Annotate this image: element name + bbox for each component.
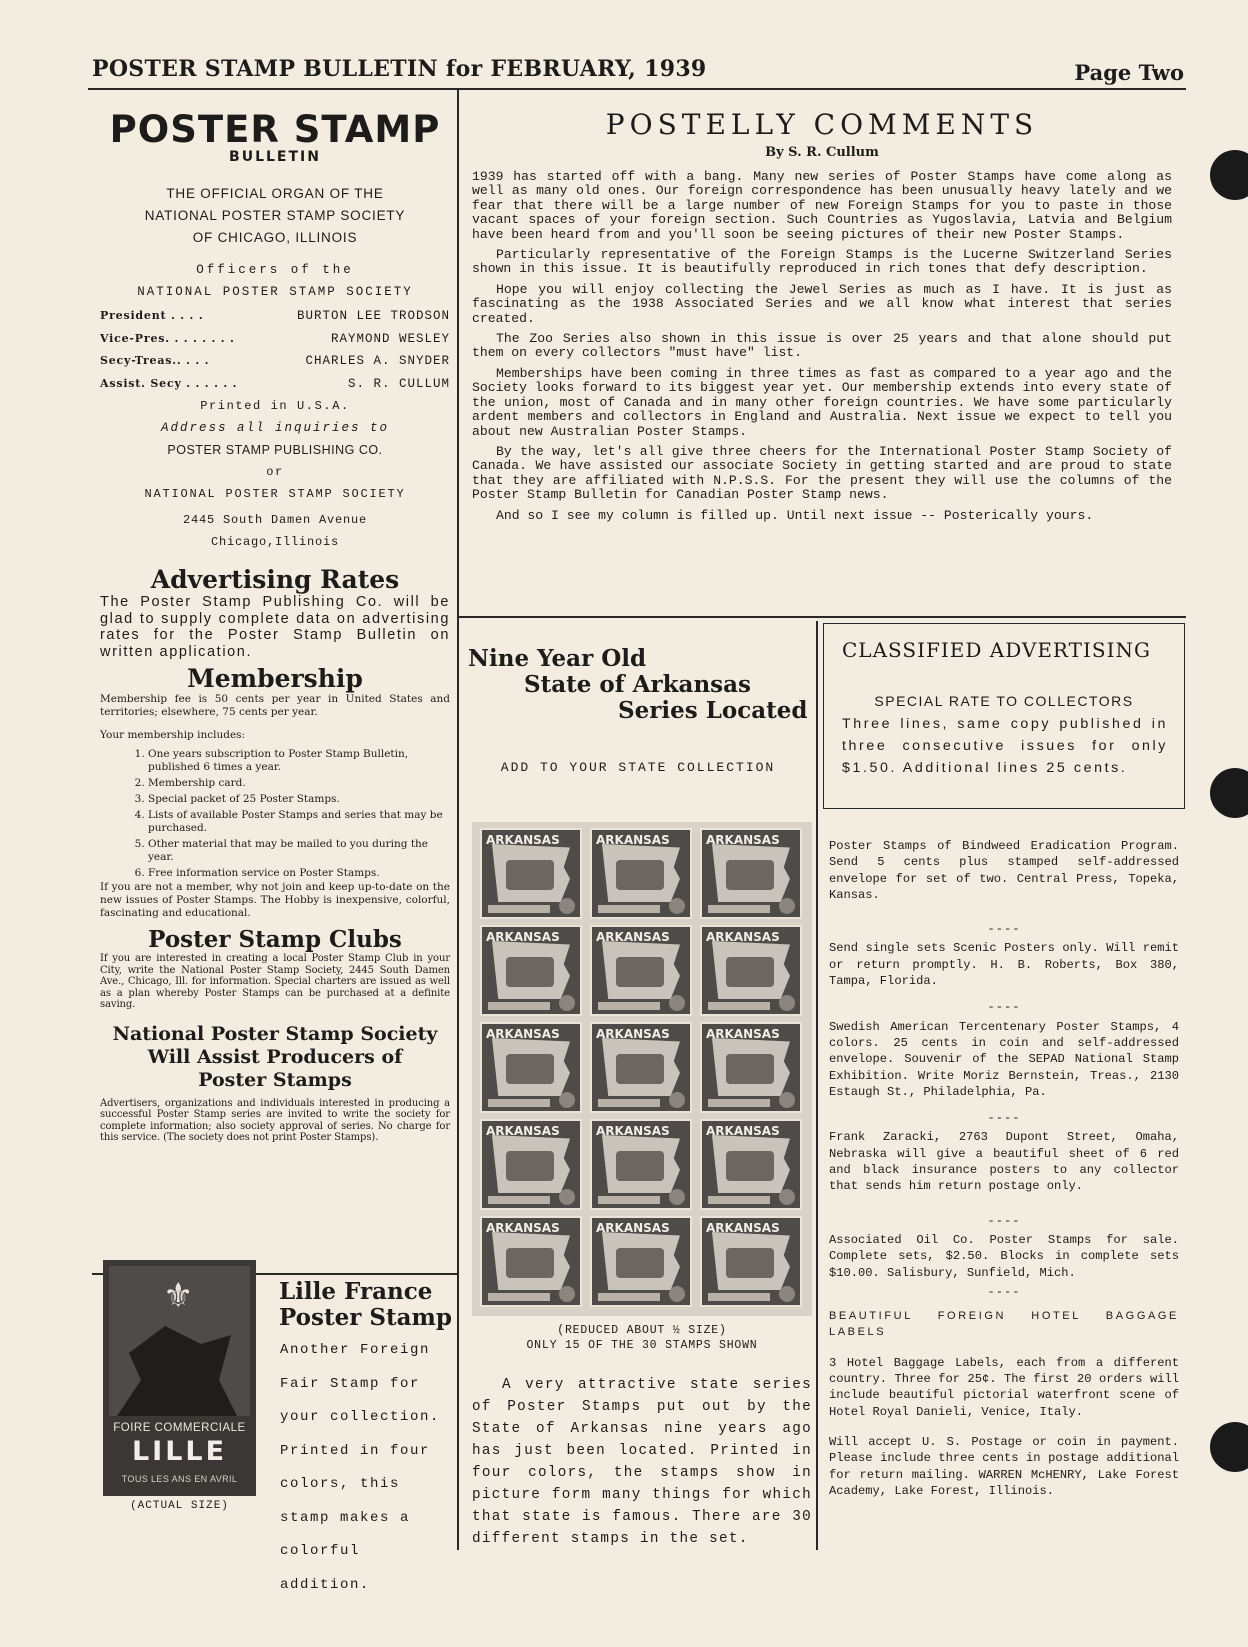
stamp-scene xyxy=(726,1248,774,1278)
stamp-label: ARKANSAS xyxy=(486,833,560,847)
binder-hole-middle xyxy=(1210,768,1248,818)
stamp-label: ARKANSAS xyxy=(706,833,780,847)
paragraph: Memberships have been coming in three times as fast as compared to a year ago and the Society looks forward to its biggest year yet. Our membership extends into every state of the union, most of Canada and in many other foreign countries. We have some particularly ardent members and collectors in England and Australia. Next issue we expect to tell you about new Australian Poster Stamps. xyxy=(472,365,1172,439)
officer-name: RAYMOND WESLEY xyxy=(330,331,450,346)
stamp-dates-text: TOUS LES ANS EN AVRIL xyxy=(121,1474,238,1484)
lille-poster-stamp-image xyxy=(103,1260,256,1496)
stamp-seal xyxy=(669,898,685,914)
advertising-rates-heading: Advertising Rates xyxy=(150,565,400,594)
stamp-banner xyxy=(598,1196,660,1204)
advertising-rates-text: The Poster Stamp Publishing Co. will be glad to supply complete data on advertising rates for the Poster Stamp Bulletin on written application. xyxy=(100,594,450,660)
stamp-seal xyxy=(779,898,795,914)
arkansas-stamp xyxy=(480,1022,582,1113)
officer-row xyxy=(100,305,450,328)
paragraph: Particularly representative of the Foreign Stamps is the Lucerne Switzerland Series shown in this issue. It is beautifully reproduced in rich tones that defy description. xyxy=(472,247,1172,277)
column-divider-right xyxy=(816,621,818,1550)
stamp-fair-text: FOIRE COMMERCIALE xyxy=(113,1422,246,1434)
list-item: 1. One years subscription to Poster Stamp Bulletin, published 6 times a year. xyxy=(148,748,450,774)
poster-stamp-clubs-text: If you are interested in creating a local Poster Stamp Club in your City, write the National Poster Stamp Society, 2445 South Damen Ave., Chicago, Ill. for information. Special charters are issued as well as a plan whereby Poster Stamps can be purchased at a definite saving. xyxy=(100,953,450,1010)
arkansas-stamp xyxy=(700,1216,802,1307)
membership-includes: Your membership includes: xyxy=(100,729,246,741)
stamp-seal xyxy=(669,995,685,1011)
hotel-labels-heading: BEAUTIFUL FOREIGN HOTEL BAGGAGE LABELS xyxy=(829,1310,1179,1339)
officers-list xyxy=(100,305,450,395)
membership-fee: Membership fee is 50 cents per year in United States and territories; elsewhere, 75 cents per year. xyxy=(100,693,450,718)
ad-separator: ---- xyxy=(987,1284,1021,1299)
city-address: Chicago,Illinois xyxy=(210,535,340,549)
officer-name: BURTON LEE TRODSON xyxy=(296,309,450,323)
stamp-label: ARKANSAS xyxy=(486,1221,560,1235)
arkansas-stamp xyxy=(480,828,582,919)
classified-ad: Poster Stamps of Bindweed Eradication Program. Send 5 cents plus stamped self-addressed envelope for set of two. Central Press, Topeka, Kansas. xyxy=(829,839,1179,902)
stamp-banner xyxy=(488,905,550,913)
arkansas-stamp xyxy=(700,925,802,1016)
special-rate-heading: SPECIAL RATE TO COLLECTORS xyxy=(874,693,1134,709)
arkansas-stamp xyxy=(480,1119,582,1210)
stamp-scene xyxy=(726,1054,774,1084)
officer-role: Vice-Pres. . . . . . . . xyxy=(100,331,235,345)
officer-row xyxy=(100,373,450,396)
officers-society: NATIONAL POSTER STAMP SOCIETY xyxy=(137,285,413,299)
stamp-label: ARKANSAS xyxy=(596,1124,670,1138)
stamp-city-text: LILLE xyxy=(131,1436,228,1467)
stamp-label: ARKANSAS xyxy=(486,1124,560,1138)
ad-separator: ---- xyxy=(987,922,1021,937)
official-line: THE OFFICIAL ORGAN OF THE xyxy=(166,186,384,201)
officer-role: President . . . . xyxy=(100,309,204,322)
stamp-banner xyxy=(488,1002,550,1010)
stamp-seal xyxy=(559,898,575,914)
classified-ad: Send single sets Scenic Posters only. Will remit or return promptly. H. B. Roberts, Box 380, Tampa, Florida. xyxy=(829,941,1179,989)
paragraph: And so I see my column is filled up. Until next issue -- Posterically yours. xyxy=(496,507,1094,523)
stamp-seal xyxy=(779,995,795,1011)
membership-closing: If you are not a member, why not join and keep up-to-date on the new issues of Poster Stamps. The Hobby is inexpensive, colorful, fascinating and educational. xyxy=(100,881,450,919)
lille-caption: (ACTUAL SIZE) xyxy=(130,1500,229,1512)
masthead-title: POSTER STAMP xyxy=(109,108,441,151)
heading-line: National Poster Stamp Society xyxy=(112,1022,438,1045)
fleur-de-lis-icon: ⚜ xyxy=(163,1276,194,1316)
stamp-banner xyxy=(708,1196,770,1204)
or-text: or xyxy=(266,465,284,479)
stamp-scene xyxy=(506,957,554,987)
stamp-seal xyxy=(669,1189,685,1205)
officer-row xyxy=(100,350,450,373)
stamp-label: ARKANSAS xyxy=(486,1027,560,1041)
stamp-scene xyxy=(726,1151,774,1181)
stamp-banner xyxy=(488,1293,550,1301)
stamp-label: ARKANSAS xyxy=(596,1221,670,1235)
heading-line: Poster Stamps xyxy=(198,1068,352,1091)
stamp-scene xyxy=(616,1151,664,1181)
stamp-banner xyxy=(598,1002,660,1010)
stamp-banner xyxy=(708,1002,770,1010)
official-line: NATIONAL POSTER STAMP SOCIETY xyxy=(144,208,406,223)
stamp-label: ARKANSAS xyxy=(706,1027,780,1041)
membership-heading: Membership xyxy=(187,664,363,693)
stamp-scene xyxy=(616,957,664,987)
stamp-scene xyxy=(616,1248,664,1278)
officer-row xyxy=(100,328,450,351)
stamp-label: ARKANSAS xyxy=(596,930,670,944)
officers-heading: Officers of the xyxy=(196,263,354,277)
arkansas-caption xyxy=(472,1324,812,1353)
list-item: 5. Other material that may be mailed to you during the year. xyxy=(148,838,450,864)
article-body xyxy=(472,170,1172,523)
header-rule xyxy=(88,88,1186,90)
society-name: NATIONAL POSTER STAMP SOCIETY xyxy=(144,487,406,501)
headline-line: Series Located xyxy=(618,697,808,724)
stamp-scene xyxy=(616,860,664,890)
postelly-bottom-rule xyxy=(459,616,1186,618)
ad-separator: ---- xyxy=(987,1000,1021,1015)
list-item: 6. Free information service on Poster Stamps. xyxy=(148,867,450,880)
article-byline: By S. R. Cullum xyxy=(765,145,879,160)
classified-ad: Associated Oil Co. Poster Stamps for sale. Complete sets, $2.50. Blocks in complete sets $10.00. Salisbury, Sunfield, Mich. xyxy=(829,1232,1179,1280)
classified-ad: Swedish American Tercentenary Poster Stamps, 4 colors. 25 cents in coin and self-addressed envelope. Souvenir of the SEPAD National Stamp Exhibition. Write Moriz Bernstein, Treas., 2130 Estaugh St., Philadelphia, Pa. xyxy=(829,1019,1179,1099)
officer-name: S. R. CULLUM xyxy=(347,376,450,391)
headline-line: Poster Stamp xyxy=(279,1304,452,1331)
headline-line: Nine Year Old xyxy=(468,645,647,672)
stamp-seal xyxy=(779,1092,795,1108)
arkansas-stamp xyxy=(590,1216,692,1307)
official-line: OF CHICAGO, ILLINOIS xyxy=(192,230,358,245)
stamp-banner xyxy=(488,1196,550,1204)
stamp-seal xyxy=(779,1286,795,1302)
page-number: Page Two xyxy=(1074,60,1184,85)
stamp-label: ARKANSAS xyxy=(596,1027,670,1041)
list-item: 4. Lists of available Poster Stamps and series that may be purchased. xyxy=(148,809,450,835)
classified-rate-box xyxy=(823,623,1185,809)
printed-in-usa: Printed in U.S.A. xyxy=(200,399,350,413)
masthead-column xyxy=(100,108,450,1144)
arkansas-stamp xyxy=(700,1022,802,1113)
stamp-scene xyxy=(726,860,774,890)
caption-line: (REDUCED ABOUT ½ SIZE) xyxy=(557,1324,727,1337)
arkansas-stamp xyxy=(590,828,692,919)
classified-ads-list xyxy=(829,838,1179,1499)
ad-separator: ---- xyxy=(987,1213,1021,1228)
classified-ad: Will accept U. S. Postage or coin in payment. Please include three cents in postage additional for return mailing. WARREN McHENRY, Lake Forest Academy, Lake Forest, Illinois. xyxy=(829,1434,1179,1498)
stamp-seal xyxy=(779,1189,795,1205)
postelly-comments-article xyxy=(472,108,1172,529)
binder-hole-bottom xyxy=(1210,1422,1248,1472)
official-organ-text xyxy=(100,183,450,249)
paragraph: By the way, let's all give three cheers for the International Poster Stamp Society of Canada. We have assisted our associate Society in getting started and are proud to state that they are affiliated with N.P.S.S. For the present they will use the columns of the Poster Stamp Bulletin for Canadian Poster Stamp news. xyxy=(472,443,1172,503)
lille-headline xyxy=(279,1279,459,1331)
paragraph: The Zoo Series also shown in this issue is over 25 years and that alone should put them on every collectors "must have" list. xyxy=(472,331,1172,361)
stamp-label: ARKANSAS xyxy=(706,1124,780,1138)
stamp-scene xyxy=(726,957,774,987)
publisher-name: POSTER STAMP PUBLISHING CO. xyxy=(167,443,383,457)
stamp-scene xyxy=(506,1054,554,1084)
list-item: 3. Special packet of 25 Poster Stamps. xyxy=(148,793,450,806)
classified-ad: 3 Hotel Baggage Labels, each from a different country. Three for 25¢. The first 20 orders will include beautiful pictorial waterfront scene of Hotel Royal Danieli, Venice, Italy. xyxy=(829,1355,1179,1419)
stamp-seal xyxy=(559,995,575,1011)
stamp-seal xyxy=(559,1092,575,1108)
arkansas-subheading: ADD TO YOUR STATE COLLECTION xyxy=(500,760,776,775)
list-item: 2. Membership card. xyxy=(148,777,450,790)
stamp-banner xyxy=(598,1099,660,1107)
special-rate-text: Three lines, same copy published in three consecutive issues for only $1.50. Additional lines 25 cents. xyxy=(842,716,1168,776)
caption-line: ONLY 15 OF THE 30 STAMPS SHOWN xyxy=(526,1338,758,1352)
classified-ad: Frank Zaracki, 2763 Dupont Street, Omaha, Nebraska will give a beautiful sheet of 6 red and black insurance posters to any collector that sends him return postage only. xyxy=(829,1130,1179,1194)
stamp-scene xyxy=(506,1248,554,1278)
stamp-label: ARKANSAS xyxy=(486,930,560,944)
stamp-seal xyxy=(559,1189,575,1205)
membership-benefits-list xyxy=(100,748,450,880)
arkansas-stamp xyxy=(590,1119,692,1210)
lille-article-text: Another Foreign Fair Stamp for your collection. Printed in four colors, this stamp makes a colorful addition. xyxy=(280,1342,441,1593)
binder-hole-top xyxy=(1210,150,1248,200)
officer-role: Assist. Secy . . . . . . xyxy=(100,376,238,390)
masthead-subtitle: BULLETIN xyxy=(229,149,321,165)
arkansas-stamp xyxy=(700,828,802,919)
stamp-label: ARKANSAS xyxy=(596,833,670,847)
heading-line: Will Assist Producers of xyxy=(147,1045,403,1068)
column-divider-left xyxy=(457,90,459,1550)
article-title: POSTELLY COMMENTS xyxy=(605,108,1039,141)
poster-stamp-clubs-heading: Poster Stamp Clubs xyxy=(148,926,402,953)
arkansas-stamp xyxy=(480,1216,582,1307)
arkansas-article-text: A very attractive state series of Poster Stamps put out by the State of Arkansas nine years ago has just been located. Printed in four colors, the stamps show in picture form many things for which that state is famous. There are 30 different stamps in the set. xyxy=(472,1377,812,1547)
stamp-scene xyxy=(506,860,554,890)
stamp-banner xyxy=(598,1293,660,1301)
arkansas-stamp xyxy=(700,1119,802,1210)
stamp-banner xyxy=(708,905,770,913)
arkansas-stamp-sheet xyxy=(472,822,812,1316)
stamp-scene xyxy=(506,1151,554,1181)
arkansas-headline xyxy=(468,646,808,724)
ad-separator: ---- xyxy=(987,1111,1021,1126)
stamp-seal xyxy=(559,1286,575,1302)
paragraph: 1939 has started off with a bang. Many new series of Poster Stamps have come along as well as many old ones. Our foreign correspondence has been unusually heavy lately and we fear that there will be a large number of new Foreign Stamps for you to paste in those vacant spaces of your foreign section. Such Countries as Yugoslavia, Latvia and Belgium have been heard from and you'll soon be seeing pictures of their new Poster Stamps. xyxy=(472,169,1172,242)
assist-producers-text: Advertisers, organizations and individuals interested in producing a successful Poster Stamp series are invited to write the society for complete information; also society approval of series. No charge for this service. (The society does not print Poster Stamps). xyxy=(100,1097,450,1143)
stamp-banner xyxy=(708,1293,770,1301)
stamp-seal xyxy=(669,1092,685,1108)
stamp-scene xyxy=(616,1054,664,1084)
address-intro: Address all inquiries to xyxy=(160,421,390,435)
officer-role: Secy-Treas.. . . . xyxy=(100,354,210,367)
stamp-banner xyxy=(598,905,660,913)
stamp-banner xyxy=(488,1099,550,1107)
arkansas-stamp xyxy=(590,925,692,1016)
classified-heading: CLASSIFIED ADVERTISING xyxy=(842,638,1151,662)
headline-line: State of Arkansas xyxy=(524,671,751,698)
stamp-banner xyxy=(708,1099,770,1107)
officer-name: CHARLES A. SNYDER xyxy=(305,354,450,368)
arkansas-stamp xyxy=(480,925,582,1016)
street-address: 2445 South Damen Avenue xyxy=(182,513,368,527)
assist-producers-heading xyxy=(100,1023,450,1092)
arkansas-stamp xyxy=(590,1022,692,1113)
paragraph: Hope you will enjoy collecting the Jewel Series as much as I have. It is just as fascinating as the 1938 Associated Series and we all know what interest that series created. xyxy=(472,281,1172,326)
bulletin-header-title: POSTER STAMP BULLETIN for FEBRUARY, 1939 xyxy=(92,56,707,82)
stamp-label: ARKANSAS xyxy=(706,1221,780,1235)
stamp-label: ARKANSAS xyxy=(706,930,780,944)
stamp-seal xyxy=(669,1286,685,1302)
headline-line: Lille France xyxy=(279,1278,433,1305)
